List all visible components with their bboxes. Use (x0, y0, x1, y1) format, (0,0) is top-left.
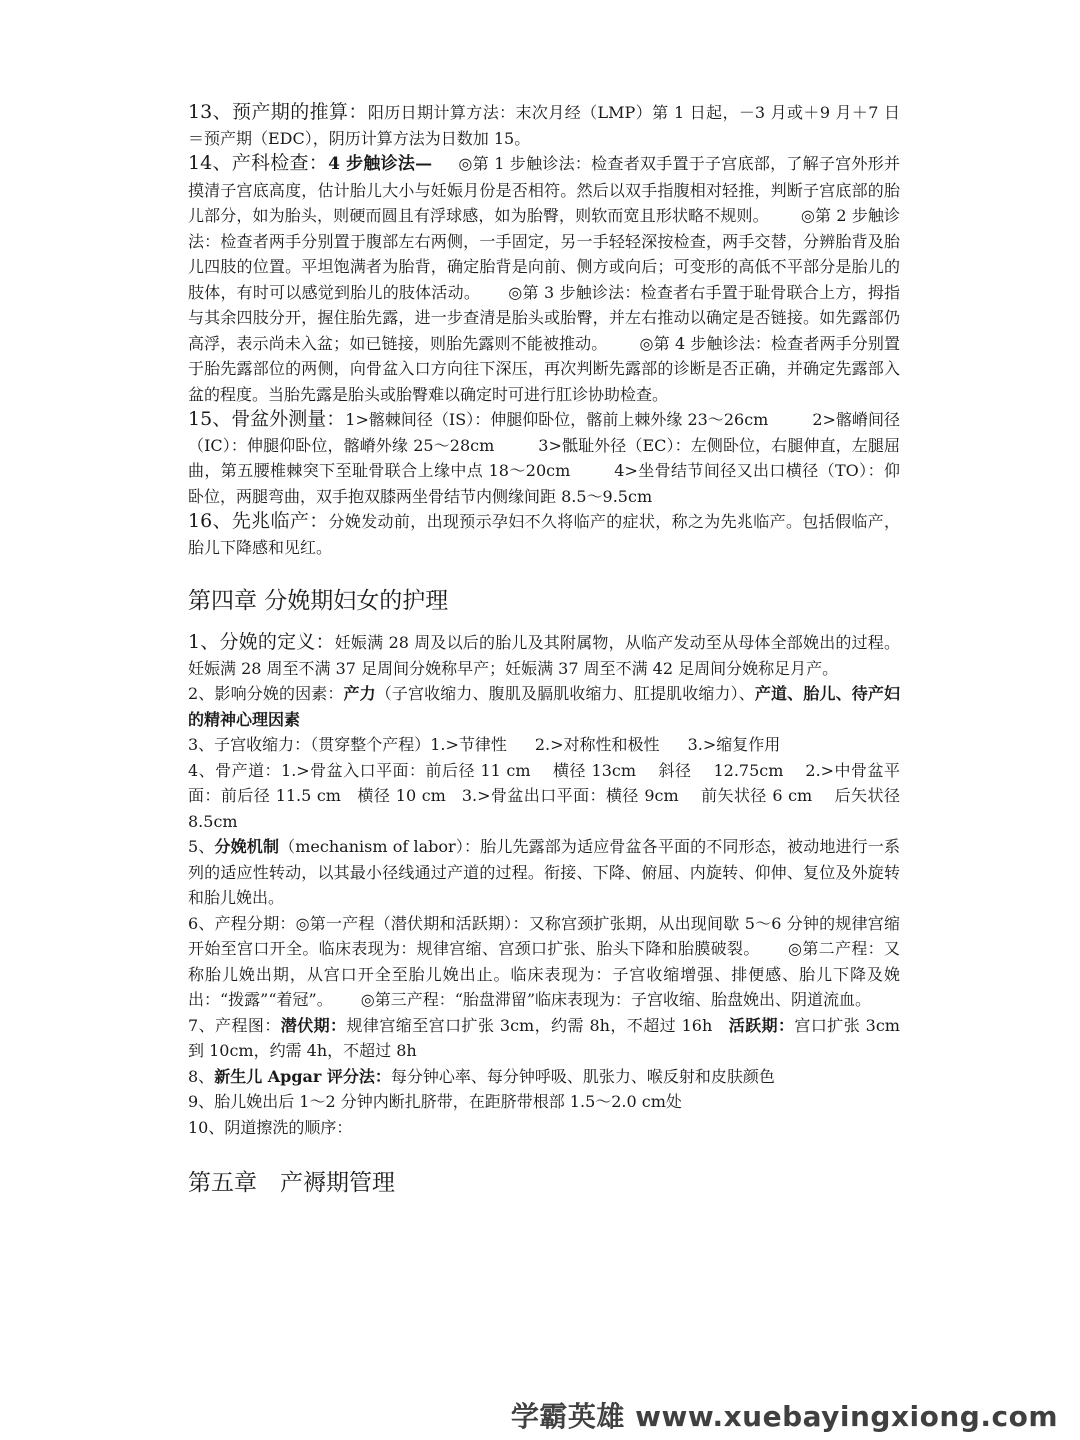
ch4-para-7-lead: 7、产程图： (188, 1015, 281, 1035)
ch4-para-5-text: （mechanism of labor）：胎儿先露部为适应骨盆各平面的不同形态，被动地进行一系列的适应性转动，以其最小径线通过产道的过程。衔接、下降、俯屈、内旋转、仰伸、复位及外旋转和胎儿娩出。 (188, 837, 900, 907)
ch4-para-2 (188, 681, 900, 732)
ch4-para-10-text: 阴道擦洗的顺序： (224, 1117, 353, 1137)
para-14-step1: ◎第 1 步触诊法：检查者双手置于子宫底部，了解子宫外形并摸清子宫底高度，估计胎儿大小与妊娠月份是否相符。然后以双手指腹相对轻推，判断子宫底部的胎儿部分，如为胎头，则硬而圆且有浮球感，如为胎臀，则软而宽且形状略不规则。 (188, 154, 900, 225)
ch4-para-8-lead: 8、 (188, 1066, 215, 1086)
ch4-para-10-lead: 10、 (188, 1117, 225, 1137)
ch4-para-6-lead: 6、产程分期： (188, 913, 296, 933)
para-13 (188, 100, 900, 151)
ch4-para-3 (188, 732, 900, 758)
ch4-para-9 (188, 1089, 900, 1115)
ch4-para-3-item2: 2.>对称性和极性 (534, 735, 660, 754)
ch4-para-4-b2: 横径 10 cm (356, 786, 446, 805)
ch4-para-3-text: （贯穿整个产程）1.>节律性 (310, 735, 507, 754)
ch4-para-8-text: 每分钟心率、每分钟呼吸、肌张力、喉反射和皮肤颜色 (390, 1066, 775, 1086)
ch4-para-4-c: 3.>骨盆出口平面：横径 9cm (461, 786, 679, 805)
ch4-para-6-stage2: ◎第二产程：又称胎儿娩出期，从宫口开全至胎儿娩出止。临床表现为：子宫收缩增强、排便感、胎儿下降及娩出：“拨露”“着冠”。 (188, 939, 900, 1009)
ch4-para-7 (188, 1013, 900, 1064)
para-15-m3: 3>骶耻外径（EC）：左侧卧位，右腿伸直，左腿屈曲，第五腰椎棘突下至耻骨联合上缘中点 18～20cm (188, 435, 900, 480)
ch4-para-1-text: 妊娠满 28 周及以后的胎儿及其附属物，从临产发动至从母体全部娩出的过程。妊娠满 28 周至不满 37 足周间分娩称早产；妊娠满 37 周至不满 42 足周间分娩称足月产。 (188, 633, 900, 678)
para-14 (188, 151, 900, 407)
para-16-text: 分娩发动前，出现预示孕妇不久将临产的症状，称之为先兆临产。包括假临产，胎儿下降感和见红。 (188, 512, 900, 557)
ch4-para-2-text: （子宫收缩力、腹肌及膈肌收缩力、肛提肌收缩力）、 (375, 684, 755, 703)
document-page (188, 100, 900, 1198)
para-15-m2: 2>髂嵴间径（IC）：伸腿仰卧位，髂嵴外缘 25～28cm (188, 410, 900, 455)
ch4-para-2-lead: 2、影响分娩的因素： (188, 684, 344, 703)
ch4-para-6-stage1: ◎第一产程（潜伏期和活跃期）：又称宫颈扩张期，从出现间歇 5～6 分钟的规律宫缩开始至宫口开全。临床表现为：规律宫缩、宫颈口扩张、胎头下降和胎膜破裂。 (188, 913, 900, 958)
ch4-para-9-text: 胎儿娩出后 1～2 分钟内断扎脐带，在距脐带根部 1.5～2.0 cm处 (214, 1092, 682, 1111)
ch4-para-9-lead: 9、 (188, 1092, 215, 1111)
para-15-m4: 4>坐骨结节间径又出口横径（TO）：仰卧位，两腿弯曲，双手抱双膝两坐骨结节内侧缘间距 8.5～9.5cm (188, 461, 900, 506)
para-15 (188, 407, 900, 509)
ch4-para-1 (188, 630, 900, 681)
ch4-para-5-lead: 5、 (188, 837, 215, 856)
ch4-para-2-bold2: 产道、胎儿、待产妇的精神心理因素 (188, 684, 900, 729)
ch4-para-8 (188, 1064, 900, 1090)
para-16-lead: 16、先兆临产： (188, 510, 329, 532)
para-14-step4: ◎第 4 步触诊法：检查者两手分别置于胎先露部位的两侧，向骨盆入口方向往下深压，再次判断先露部的诊断是否正确，并确定先露部入盆的程度。当胎先露是胎头或胎臀难以确定时可进行肛诊协助检查。 (188, 333, 900, 404)
ch4-para-4-c3: 后矢状径 8.5cm (188, 786, 900, 831)
ch4-para-2-bold1: 产力 (343, 684, 376, 703)
para-15-m1: 1>髂棘间径（IS）：伸腿仰卧位，髂前上棘外缘 23～26cm (345, 410, 769, 429)
ch4-para-4-a2: 横径 13cm (552, 760, 637, 780)
ch4-para-4-lead: 4、骨产道： (188, 760, 282, 780)
para-15-lead: 15、骨盆外测量： (188, 408, 346, 430)
ch4-para-4 (188, 758, 900, 835)
ch4-para-7-bold2: 活跃期： (728, 1015, 795, 1035)
ch4-para-5-bold: 分娩机制 (214, 837, 280, 856)
para-14-bold: 4 步触诊法— (328, 154, 433, 174)
ch4-para-7-text1: 规律宫缩至宫口扩张 3cm，约需 8h，不超过 16h (346, 1015, 713, 1035)
ch4-para-4-a: 1.>骨盆入口平面：前后径 11 cm (281, 760, 531, 780)
ch4-para-4-c2: 前矢状径 6 cm (700, 786, 813, 805)
ch4-para-1-lead: 1、分娩的定义： (188, 631, 335, 653)
para-13-lead: 13、预产期的推算： (188, 101, 368, 123)
ch4-para-7-text2: 宫口扩张 3cm 到 10cm，约需 4h，不超过 8h (188, 1015, 900, 1060)
chapter-5-title: 第五章 产褥期管理 (188, 1170, 395, 1196)
para-14-step3: ◎第 3 步触诊法：检查者右手置于耻骨联合上方，拇指与其余四肢分开，握住胎先露，进一步查清是胎头或胎臀，并左右推动以确定是否链接。如先露部仍高浮，表示尚未入盆；如已链接，则胎先露则不能被推动。 (188, 282, 900, 353)
ch4-para-4-b: 2.>中骨盆平面：前后径 11.5 cm (188, 760, 900, 805)
ch4-para-4-a4: 12.75cm (713, 760, 784, 780)
ch4-para-10 (188, 1115, 900, 1141)
chapter-4-title: 第四章 分娩期妇女的护理 (188, 588, 449, 614)
ch4-para-3-item3: 3.>缩复作用 (687, 735, 781, 754)
ch4-para-8-bold: 新生儿 Apgar 评分法： (214, 1066, 391, 1086)
ch4-para-5 (188, 834, 900, 911)
para-14-step2: ◎第 2 步触诊法：检查者两手分别置于腹部左右两侧，一手固定，另一手轻轻深按检查，两手交替，分辨胎背及胎儿四肢的位置。平坦饱满者为胎背，确定胎背是向前、侧方或向后；可变形的高低不平部分是胎儿的肢体，有时可以感觉到胎儿的肢体活动。 (188, 206, 900, 302)
ch4-para-3-lead: 3、子宫收缩力： (188, 735, 311, 754)
ch4-para-4-a3: 斜径 (658, 760, 692, 780)
ch4-para-7-bold1: 潜伏期： (280, 1015, 347, 1035)
para-13-text: 阳历日期计算方法：末次月经（LMP）第 1 日起，－3 月或＋9 月＋7 日＝预产期（EDC），阴历计算方法为日数加 15。 (188, 103, 900, 148)
para-14-lead: 14、产科检查： (188, 152, 329, 174)
ch4-para-6-stage3: ◎第三产程：“胎盘滞留”临床表现为：子宫收缩、胎盘娩出、阴道流血。 (360, 990, 872, 1009)
ch4-para-6 (188, 911, 900, 1013)
site-watermark: 学霸英雄 www.xuebayingxiong.com (510, 1400, 1058, 1433)
para-16 (188, 509, 900, 560)
